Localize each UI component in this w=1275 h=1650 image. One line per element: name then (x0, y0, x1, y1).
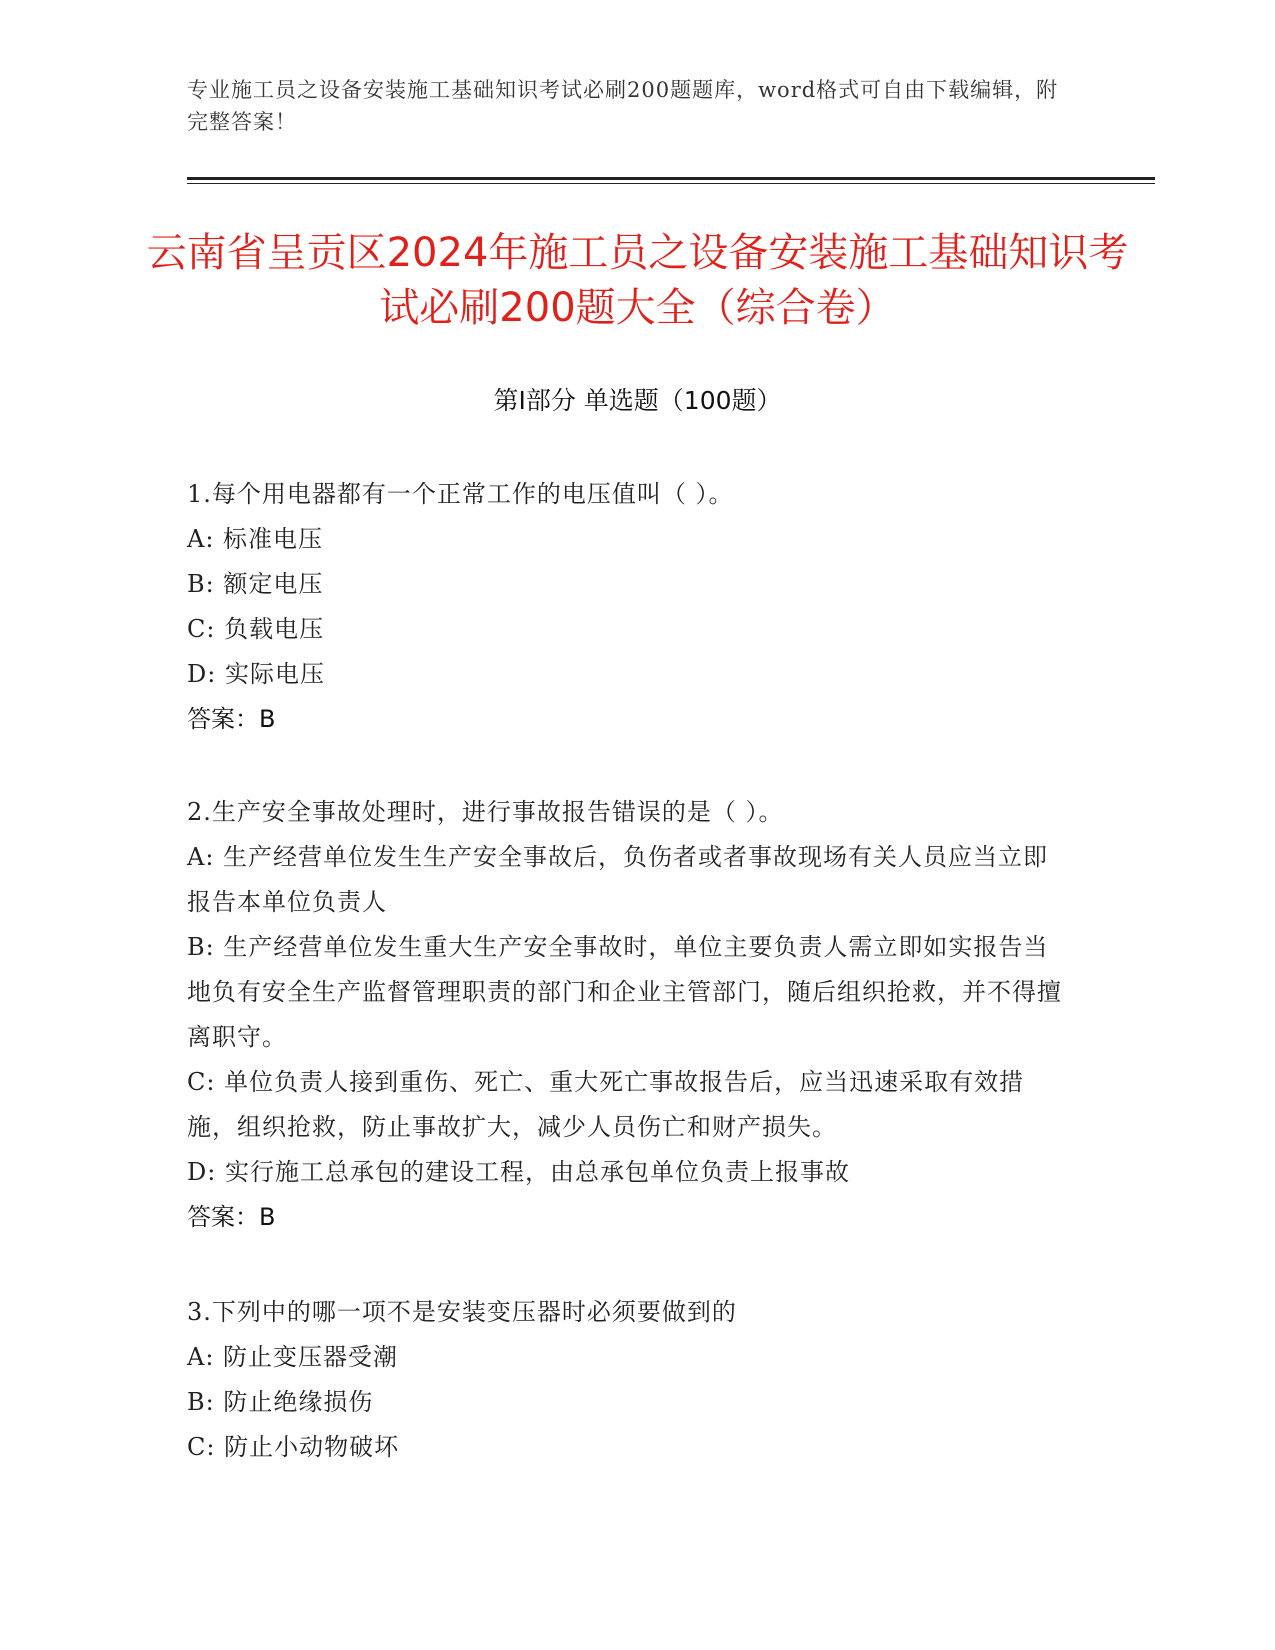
option-a: A: 标准电压 (187, 525, 324, 553)
option-d: D: 实行施工总承包的建设工程，由总承包单位负责上报事故 (187, 1158, 850, 1186)
answer: 答案：B (187, 1203, 276, 1231)
question-stem: 3.下列中的哪一项不是安装变压器时必须要做到的 (187, 1298, 737, 1326)
option-c: C: 负载电压 (187, 615, 325, 643)
option-a: A: 防止变压器受潮 (187, 1343, 399, 1371)
option-a: A: 生产经营单位发生生产安全事故后，负伤者或者事故现场有关人员应当立即报告本单位负责人 (187, 843, 1049, 916)
option-c: C: 防止小动物破坏 (187, 1433, 400, 1461)
answer: 答案：B (187, 705, 276, 733)
option-c: C: 单位负责人接到重伤、死亡、重大死亡事故报告后，应当迅速采取有效措施，组织抢救，防止事故扩大，减少人员伤亡和财产损失。 (187, 1068, 1025, 1141)
section-heading: 第I部分 单选题（100题） (493, 386, 782, 415)
header-note: 专业施工员之设备安装施工基础知识考试必刷200题题库，word格式可自由下载编辑，附完整答案！ (187, 78, 1059, 134)
question-3 (187, 1290, 1067, 1470)
question-1 (187, 472, 1067, 742)
question-stem: 2.生产安全事故处理时，进行事故报告错误的是（ ）。 (187, 798, 784, 826)
header-divider-thin (187, 183, 1155, 184)
option-b: B: 防止绝缘损伤 (187, 1388, 374, 1416)
option-d: D: 实际电压 (187, 660, 325, 688)
question-stem: 1.每个用电器都有一个正常工作的电压值叫（ ）。 (187, 480, 734, 508)
option-b: B: 额定电压 (187, 570, 324, 598)
question-2 (187, 790, 1067, 1240)
header-divider-thick (187, 177, 1155, 180)
option-b: B: 生产经营单位发生重大生产安全事故时，单位主要负责人需立即如实报告当地负有安全生产监督管理职责的部门和企业主管部门，随后组织抢救，并不得擅离职守。 (187, 933, 1062, 1051)
document-title: 云南省呈贡区2024年施工员之设备安装施工基础知识考试必刷200题大全（综合卷） (146, 230, 1129, 331)
